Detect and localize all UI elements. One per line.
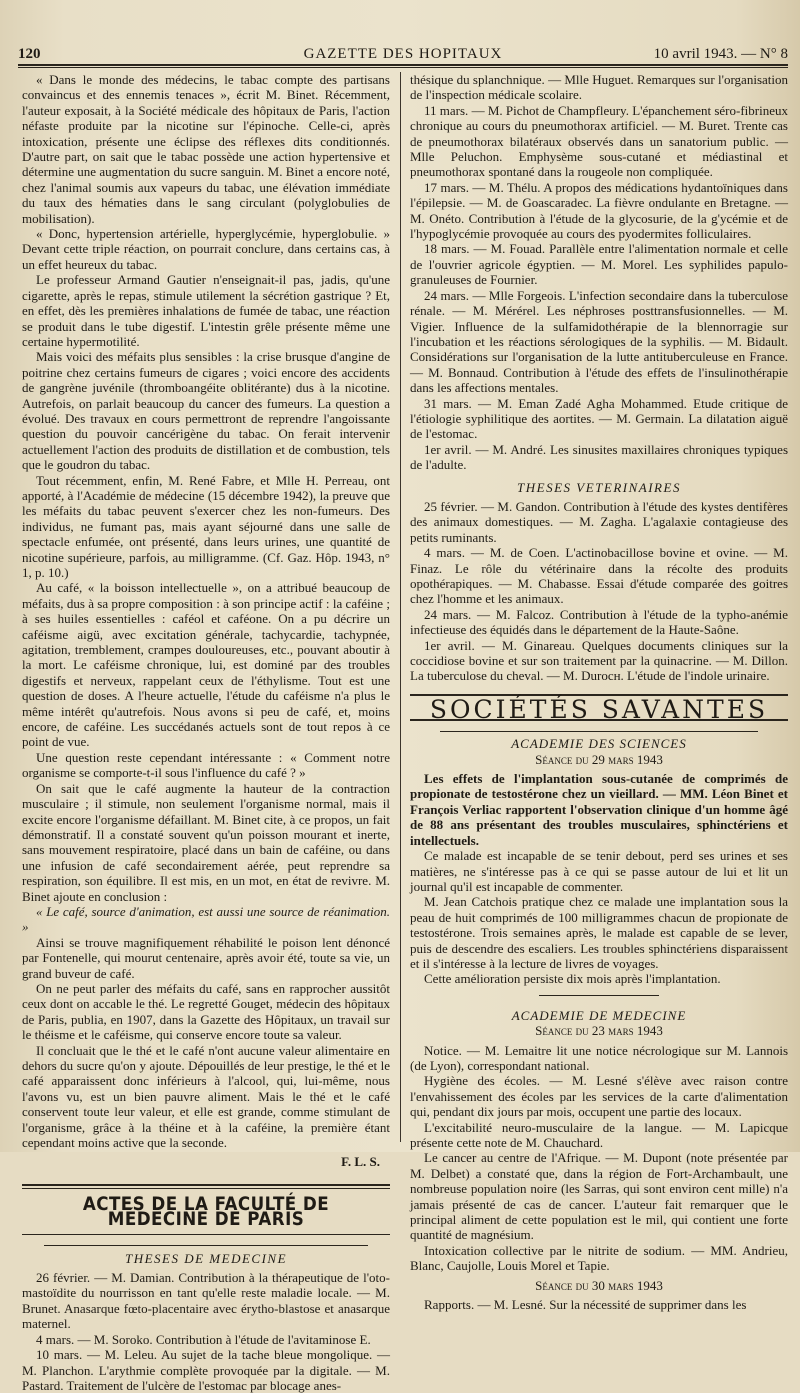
thesis-entry: 24 mars. — Mlle Forgeois. L'infection secondaire dans la tuberculose rénale. — M. Mérérel. Les néphroses posttransfusionnelles. — M. Vigier. Influence de la sulfamidothérapie de la blennorragie sur l'incubation et les réactions sérologiques de la syphilis. — M. Bidault. Considérations sur l'organisation de la lutte antituberculeuse en France. — M. Bonnaud. Contribution à l'étude des effets de l'insulinothérapie dans les affections mentales.: [410, 287, 788, 396]
thesis-entry: 11 mars. — M. Pichot de Champfleury. L'épanchement séro-fibrineux chronique au cours du pneumothorax artificiel. — M. Buret. Trente cas de pneumothorax bilatéraux observés dans un sanatorium public. — Mlle Peluchon. Emphysème sous-cutané et médiastinal et pneumothorax spontané dans la rougeole non compliquée.: [410, 102, 788, 180]
report-paragraph: Ce malade est incapable de se tenir debout, perd ses urines et ses matières, ne s'intéresse pas à ce qui se passe autour de lui et lit un journal qu'il est incapable de commenter.: [410, 848, 788, 894]
section-rule: [22, 1184, 390, 1186]
article-paragraph: Ainsi se trouve magnifiquement réhabilité le poison lent dénoncé par Fontenelle, qui mourut centenaire, après avoir été, toute sa vie, un grand buveur de café.: [22, 934, 390, 981]
article-paragraph: « Le café, source d'animation, est aussi une source de réanimation. »: [22, 903, 390, 935]
right-column: [410, 72, 788, 1313]
thesis-entry: 17 mars. — M. Thélu. A propos des médications hydantoïniques dans l'épilepsie. — M. de Goascaradec. La fièvre ondulante en Bretagne. — M. Onéto. Contribution à l'étude de la glycosurie, de la g'ycémie et de l'hypoglycémie provoquée au cours des pyodermites folliculaires.: [410, 179, 788, 242]
session-date: Séance du 29 mars 1943: [535, 751, 663, 767]
thesis-entry: 18 mars. — M. Fouad. Parallèle entre l'alimentation normale et celle de l'ouvrier agricole égyptien. — M. Morel. Les syphilides papulo-granuleuses de Fournier.: [410, 241, 788, 288]
article-paragraph: Une question reste cependant intéressante : « Comment notre organisme se comporte-t-il sous l'influence du café ? »: [22, 749, 390, 781]
report-paragraph: M. Jean Catchois pratique chez ce malade une implantation sous la peau de huit comprimés de 100 milligrammes chacun de propionate de testostérone. Trois semaines après, le malade est capable de se lever, puis de descendre des escaliers. Les troubles sphinctériens disparaissent et il s'intéresse à la lecture de livres de voyages.: [410, 894, 788, 971]
academy-medicine-heading: ACADEMIE DE MEDECINE: [511, 1007, 687, 1023]
journal-title: GAZETTE DES HOPITAUX: [303, 46, 503, 62]
article-paragraph: « Dans le monde des médecins, le tabac compte des partisans convaincus et des ennemis tenaces », écrit M. Binet. Récemment, l'auteur exposait, à la Société médicale des hôpitaux de Paris, l'action néfaste produite par la nicotine sur l'épinoche. Celle-ci, après intoxication, présente une éclipse des réflexes dits conditionnés. D'autre part, on sait que le tabac possède une action hypertensive et détermine une augmentation du sucre sanguin. M. Binet a encore noté, chez l'animal soumis aux vapeurs du tabac, une élévation immédiate du taux des hématies dans le sang circulant (polyglobulies de mobilisation).: [22, 72, 390, 226]
vet-thesis-entry: 1er avril. — M. Ginareau. Quelques documents cliniques sur la coccidiose bovine et sur son traitement par la quinacrine. — M. Dillon. La tuberculose du cheval. — M. Durocн. L'étude de l'indole urinaire.: [410, 637, 788, 684]
page-header: [18, 44, 788, 66]
article-paragraph: « Donc, hypertension artérielle, hyperglycémie, hyperglobulie. » Devant cette triple réaction, on pourrait conclure, dans certains cas, à un effet heureux du tabac.: [22, 226, 390, 272]
article-paragraph: Mais voici des méfaits plus sensibles : la crise brusque d'angine de poitrine chez certains fumeurs de cigares ; voici encore des accidents de gangrène juvénile (thromboangéite oblitérante) dus à la nicotine. Autrefois, on parlait beaucoup du cancer des fumeurs. La question a évolué. Des travaux en cours permettront de reprendre l'angoissante question du pouvoir cancérigène du tabac. On ferait intervenir actuellement l'action des produits de distillation et de combustion, tels que le goudron du tabac.: [22, 349, 390, 473]
faculty-heading: ACTES DE LA FACULTÉ DE MÉDECINE DE PARIS: [82, 1192, 330, 1231]
thesis-entry: 10 mars. — M. Leleu. Au sujet de la tache bleue mongolique. — M. Planchon. L'arythmie complète provoquée par la digitale. — M. Pastard. Traitement de l'ulcère de l'estomac par blocage anes-: [22, 1347, 390, 1393]
column-divider: [400, 72, 401, 1142]
report-paragraph: Notice. — M. Lemaitre lit une notice nécrologique sur M. Lannois (de Lyon), correspondant national.: [410, 1042, 788, 1073]
report-title: Les effets de l'implantation sous-cutanée de comprimés de propionate de testostérone chez un vieillard. — MM. Léon Binet et François Verliac rapportent l'observation clinique d'un homme âgé de 88 ans présentant des troubles musculaires, sphinctériens et intellectuels.: [410, 771, 788, 848]
left-column: [22, 72, 390, 1393]
report-paragraph: Hygiène des écoles. — M. Lesné s'élève avec raison contre l'envahissement des écoles par les services de la carte d'alimentation qui, pendant dix jours par mois, occupent une partie des locaux.: [410, 1073, 788, 1120]
section-rule: [22, 1188, 390, 1189]
vet-thesis-entry: 25 février. — M. Gandon. Contribution à l'étude des kystes dentifères des animaux domestiques. — M. Zagha. L'agalaxie contagieuse des petits ruminants.: [410, 498, 788, 545]
academy-sciences-heading: ACADEMIE DES SCIENCES: [440, 731, 758, 751]
vet-theses-heading: THESES VETERINAIRES: [517, 479, 681, 495]
thesis-entry: 31 mars. — M. Eman Zadé Agha Mohammed. Etude critique de l'étiologie syphilitique des aortites. — M. Germain. La dilatation aiguë de l'estomac.: [410, 395, 788, 442]
societes-heading: SOCIÉTÉS SAVANTES: [410, 694, 788, 721]
article-paragraph: On ne peut parler des méfaits du café, sans en rapprocher aussitôt ceux dont on accable le thé. Le regretté Gouget, médecin des hôpitaux de Paris, publia, en 1907, dans la Gazette des Hôpitaux, un travail sur le théisme et le caféisme, qui conserve encore toute sa valeur.: [22, 980, 390, 1043]
vet-thesis-entry: 24 mars. — M. Falcoz. Contribution à l'étude de la typho-anémie infectieuse des équidés dans le département de la Haute-Saône.: [410, 606, 788, 638]
article-paragraph: Au café, « la boisson intellectuelle », on a attribué beaucoup de méfaits, dus à sa propre composition : à son principe actif : la caféine ; à ses huiles essentielles : caféol et caféone. On a pu décrire un caféisme aigü, avec excitation générale, tachycardie, tachypnée, agitation, tremblement, crampes douloureuses, etc., pouvant aboutir à la mort. Le caféisme chronique, lui, est dominé par des troubles digestifs et nerveux, rappelant ceux de l'éthylisme. Tout est une question de doses. A l'heure actuelle, l'étude du caféisme n'a plus le même intérêt qu'autrefois. Nous avons si peu de café, et, moins encore, de caféine. Les succédanés actuels sont de tout repos à ce point de vue.: [22, 580, 390, 750]
section-rule: [22, 1234, 390, 1235]
report-paragraph: L'excitabilité neuro-musculaire de la langue. — M. Lapicque présente cette note de M. Chauchard.: [410, 1119, 788, 1150]
report-paragraph: Rapports. — M. Lesné. Sur la nécessité de supprimer dans les: [424, 1297, 747, 1313]
article-paragraph: Tout récemment, enfin, M. René Fabre, et Mlle H. Perreau, ont apporté, à l'Académie de médecine (15 décembre 1942), la preuve que les méfaits du tabac peuvent s'exercer chez les non-fumeurs. Des individus, ne fumant pas, mais ayant séjourné dans une salle de spectacle enfumée, ont présenté, dans leurs urines, une quantité de nicotine supérieure, parfois, au milligramme. (Cf. Gaz. Hôp. 1943, n° 1, p. 10.): [22, 472, 390, 580]
report-paragraph: Intoxication collective par le nitrite de sodium. — MM. Andrieu, Blanc, Caujolle, Louis Morel et Tapie.: [410, 1242, 788, 1274]
issue-date: 10 avril 1943. — N° 8: [653, 46, 788, 62]
session-date: Séance du 23 mars 1943: [535, 1023, 663, 1039]
session-date: Séance du 30 mars 1943: [535, 1277, 663, 1293]
thesis-entry: 26 février. — M. Damian. Contribution à la thérapeutique de l'oto-mastoïdite du nourrisson en tant qu'elle reste maladie locale. — M. Brunet. Anasarque fœto-placentaire avec érytho-blastose et anasarque maternel.: [22, 1270, 390, 1332]
theses-heading: THESES DE MEDECINE: [44, 1245, 368, 1266]
report-paragraph: Le cancer au centre de l'Afrique. — M. Dupont (note présentée par M. Delbet) a constaté que, dans la région de Fort-Archambault, une nombreuse population noire (les Sarras, qui sont environ cent mille) n'a jamais présenté de cas de cancer. L'auteur fait remarquer que le principal aliment de cette population est le mil, qui contient une forte quantité de magnésium.: [410, 1150, 788, 1243]
header-rule: [18, 67, 788, 68]
article-paragraph: On sait que le café augmente la hauteur de la contraction musculaire ; il stimule, non seulement l'organisme normal, mais il excite encore l'organisme défaillant. M. Binet cite, à ce propos, un fait démonstratif. Il a constaté souvent qu'un poisson mourant et inerte, sans mouvement respiratoire, placé dans un bain de caféine, ou dans une infusion de café secondairement aérée, peut reprendre sa respiration, son équilibre. Il est mis, en un mot, en état de revivre. M. Binet ajoute en conclusion :: [22, 780, 390, 904]
vet-thesis-entry: 4 mars. — M. de Coen. L'actinobacillose bovine et ovine. — M. Finaz. Le rôle du vétérinaire dans la récolte des produits opothérapiques. — M. Chabasse. Essai d'étude comparée des goitres chez l'homme et les animaux.: [410, 545, 788, 607]
thesis-entry: thésique du splanchnique. — Mlle Huguet. Remarques sur l'organisation de l'inspection médicale scolaire.: [410, 72, 788, 103]
divider: [539, 995, 659, 996]
article-paragraph: Le professeur Armand Gautier n'enseignait-il pas, jadis, qu'une cigarette, après le repas, stimule utilement la sécrétion gastrique ? Et, en effet, dès les premières inhalations de fumée de tabac, une réaction se produit dans le tube digestif. L'intestin grêle présente même une certaine hypermotilité.: [22, 272, 390, 349]
thesis-entry: 1er avril. — M. André. Les sinusites maxillaires chroniques typiques de l'adulte.: [410, 441, 788, 473]
author-signature: F. L. S.: [341, 1154, 380, 1170]
thesis-entry: 4 mars. — M. Soroko. Contribution à l'étude de l'avitaminose E.: [36, 1331, 371, 1347]
article-paragraph: Il concluait que le thé et le café n'ont aucune valeur alimentaire en dehors du sucre qu'on y ajoute. Dépouillés de leur prestige, le thé et le café apparaissent donc inférieurs à l'alcool, qui, lui-même, nous l'avons vu, est un bien pauvre aliment. Mais le thé et le café conservent toute leur valeur, et elle est grande, comme stimulant de l'organisme, grâce à la théine et à la caféine, la première étant cependant moins active que la seconde.: [22, 1042, 390, 1151]
page-number: 120: [18, 46, 41, 62]
report-paragraph: Cette amélioration persiste dix mois après l'implantation.: [424, 971, 721, 987]
